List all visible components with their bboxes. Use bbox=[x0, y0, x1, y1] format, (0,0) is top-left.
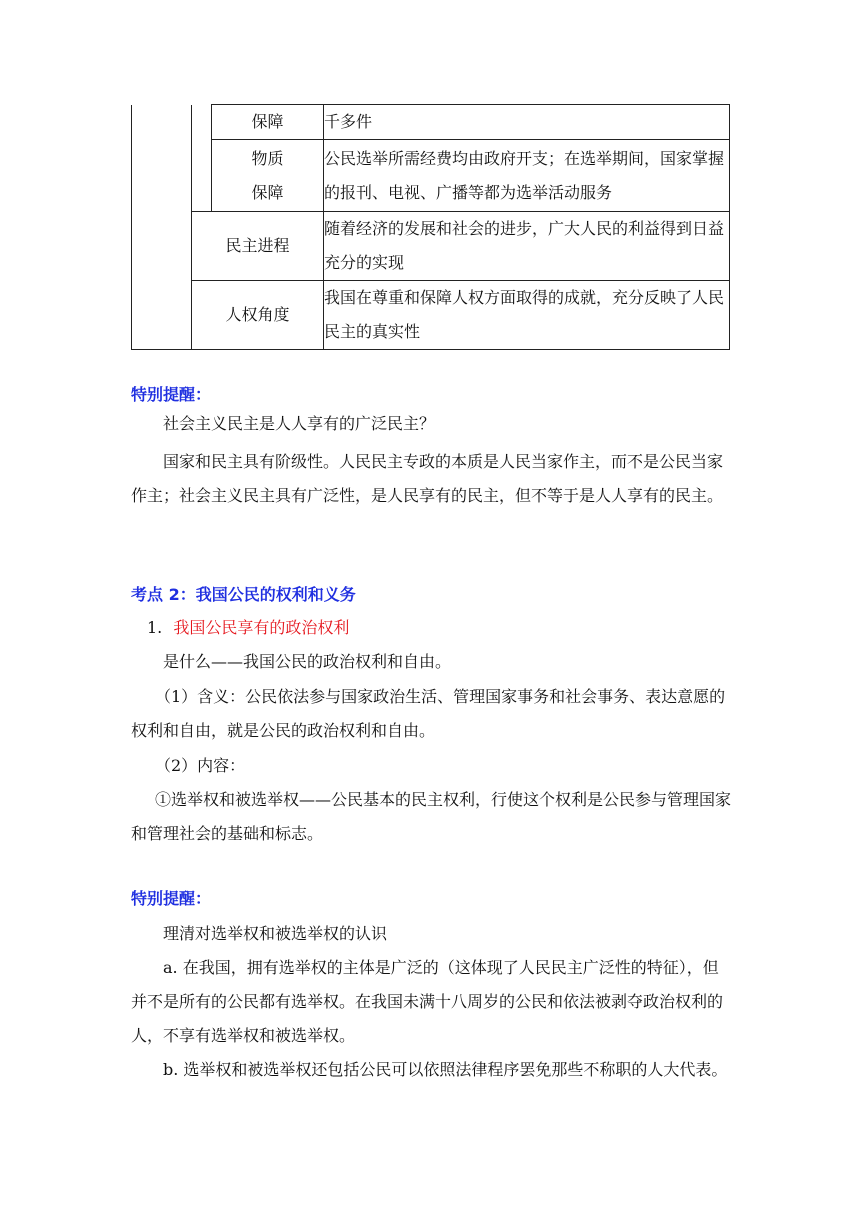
table-row bbox=[132, 281, 730, 350]
table-row bbox=[132, 105, 730, 140]
point-one-paragraph: ①选举权和被选举权——公民基本的民主权利，行使这个权利是公民参与管理国家和管理社会的基础和标志。 bbox=[131, 790, 732, 843]
table-cell-value: 随着经济的发展和社会的进步，广大人民的利益得到日益充分的实现 bbox=[324, 212, 730, 281]
list-item-title bbox=[147, 611, 747, 645]
reminder-question: 社会主义民主是人人享有的广泛民主？ bbox=[163, 414, 436, 433]
table-row bbox=[132, 140, 730, 212]
table-cell-value: 公民选举所需经费均由政府开支；在选举期间，国家掌握的报刊、电视、广播等都为选举活动服务 bbox=[324, 140, 730, 212]
list-item-title-text: 我国公民享有的政治权利 bbox=[173, 618, 350, 637]
section-heading: 考点 2：我国公民的权利和义务 bbox=[131, 585, 356, 604]
reminder-intro: 理清对选举权和被选举权的认识 bbox=[163, 924, 388, 943]
reminder-point-a: a. 在我国，拥有选举权的主体是广泛的（这体现了人民民主广泛性的特征），但并不是所有的公民都有选举权。在我国未满十八周岁的公民和依法被剥夺政治权利的人，不享有选举权和被选举权。 bbox=[131, 958, 724, 1045]
summary-table bbox=[131, 104, 730, 350]
table-cell-label: 保障 bbox=[212, 105, 324, 140]
reminder-heading-2: 特别提醒： bbox=[131, 889, 212, 908]
reminder-point-b: b. 选举权和被选举权还包括公民可以依照法律程序罢免那些不称职的人大代表。 bbox=[163, 1060, 728, 1079]
table-cell-value: 千多件 bbox=[324, 105, 730, 140]
table-cell-label bbox=[212, 140, 324, 212]
list-item-number: 1. bbox=[147, 618, 163, 637]
table-cell-empty bbox=[132, 105, 192, 350]
table-cell-label: 民主进程 bbox=[192, 212, 324, 281]
table-cell-empty bbox=[192, 105, 212, 212]
table-cell-label: 人权角度 bbox=[192, 281, 324, 350]
table-cell-value: 我国在尊重和保障人权方面取得的成就，充分反映了人民民主的真实性 bbox=[324, 281, 730, 350]
content-label: （2）内容： bbox=[155, 756, 246, 775]
meaning-paragraph: （1）含义：公民依法参与国家政治生活、管理国家事务和社会事务、表达意愿的权利和自由，就是公民的政治权利和自由。 bbox=[131, 687, 726, 740]
label-line: 物质 bbox=[251, 148, 284, 168]
reminder-heading: 特别提醒： bbox=[131, 385, 212, 404]
table-row bbox=[132, 212, 730, 281]
what-line: 是什么——我国公民的政治权利和自由。 bbox=[163, 652, 452, 671]
label-line: 保障 bbox=[251, 182, 284, 202]
reminder-answer: 国家和民主具有阶级性。人民民主专政的本质是人民当家作主，而不是公民当家作主；社会主义民主具有广泛性，是人民享有的民主，但不等于是人人享有的民主。 bbox=[131, 452, 724, 505]
